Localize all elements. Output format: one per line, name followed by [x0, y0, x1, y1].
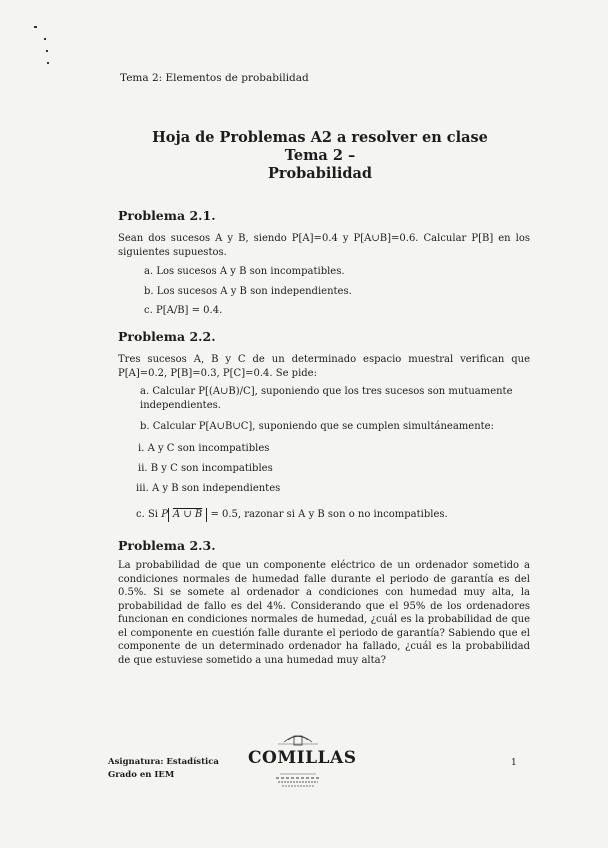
- item-text: , razonar si A y B son o no incompatibles.: [237, 509, 448, 520]
- formula-complement-box: [168, 508, 207, 522]
- problem-2-2-item-b: [140, 420, 530, 434]
- page-title-line-1: Hoja de Problemas A2 a resolver en clase: [152, 129, 488, 146]
- running-header: Tema 2: Elementos de probabilidad: [120, 72, 309, 84]
- problem-2-2-heading: Problema 2.2.: [118, 329, 216, 344]
- problem-2-2-item-c: [136, 508, 448, 522]
- problem-2-1-heading: Problema 2.1.: [118, 208, 216, 223]
- university-logo: [248, 728, 357, 790]
- problem-2-2-subitem-i: [138, 442, 269, 456]
- subitem-marker: iii.: [136, 483, 149, 494]
- subitem-text: B y C son incompatibles: [150, 463, 273, 474]
- scan-mark: [34, 26, 37, 28]
- page-title-line-3: Probabilidad: [267, 165, 373, 182]
- footer-course-info: [108, 756, 219, 782]
- formula-p: P: [161, 509, 168, 520]
- item-marker: c.: [144, 305, 153, 316]
- problem-2-2-subitem-ii: [138, 462, 273, 476]
- item-text: Calcular P[(A∪B)/C], suponiendo que los tres sucesos son mutuamente independientes.: [140, 386, 513, 411]
- footer-subject: Asignatura: Estadística: [108, 757, 219, 767]
- item-marker: b.: [144, 286, 154, 297]
- logo-wordmark: COMILLAS: [248, 748, 357, 768]
- subitem-marker: i.: [138, 443, 145, 454]
- item-marker: b.: [140, 421, 150, 432]
- problem-2-2-statement: Tres sucesos A, B y C de un determinado espacio muestral verifican que P[A]=0.2, P[B]=0.3, P[C]=0.4. Se pide:: [118, 354, 530, 379]
- item-text: Los sucesos A y B son incompatibles.: [156, 266, 345, 277]
- problem-2-1-item-a: [144, 265, 345, 279]
- problem-2-1-statement: Sean dos sucesos A y B, siendo P[A]=0.4 y P[A∪B]=0.6. Calcular P[B] en los siguientes supuestos.: [118, 233, 530, 258]
- formula-value: = 0.5: [210, 509, 238, 520]
- subitem-marker: ii.: [138, 463, 148, 474]
- item-text: Calcular P[A∪B∪C], suponiendo que se cumplen simultáneamente:: [152, 421, 494, 432]
- scan-mark: [44, 38, 46, 40]
- page-title-line-2: Tema 2 –: [284, 147, 356, 164]
- footer-degree: Grado en IEM: [108, 770, 175, 780]
- item-marker: a.: [144, 266, 154, 277]
- page-number: 1: [511, 758, 517, 768]
- item-marker: a.: [140, 386, 150, 397]
- problem-2-3-statement: La probabilidad de que un componente eléctrico de un ordenador sometido a condiciones normales de humedad falle durante el periodo de garantía es del 0.5%. Si se somete al ordenador a condiciones con humedad muy alta, la probabilidad de fallo es del 4%. Considerando que el 95% de los ordenadores funcionan en condiciones normales de humedad, ¿cuál es la probabilidad de que el componente en cuestión falle durante el periodo de garantía? Sabiendo que el componente de un determinado ordenador ha fallado, ¿cuál es la probabilidad de que estuviese sometido a una humedad muy alta?: [118, 560, 530, 666]
- formula-inner: A ∪ B: [172, 509, 203, 520]
- item-marker: c. Si: [136, 509, 159, 520]
- problem-2-1-item-c: [144, 304, 222, 318]
- scan-mark: [46, 50, 48, 52]
- problem-2-2-subitem-iii: [136, 482, 280, 496]
- problem-2-2-item-a: [140, 385, 530, 412]
- item-text: P[A/B] = 0.4.: [155, 305, 223, 316]
- scan-mark: [47, 62, 49, 64]
- item-text: Los sucesos A y B son independientes.: [156, 286, 352, 297]
- problem-2-3-heading: Problema 2.3.: [118, 538, 216, 553]
- subitem-text: A y B son independientes: [151, 483, 281, 494]
- subitem-text: A y C son incompatibles: [147, 443, 270, 454]
- problem-2-1-item-b: [144, 285, 352, 299]
